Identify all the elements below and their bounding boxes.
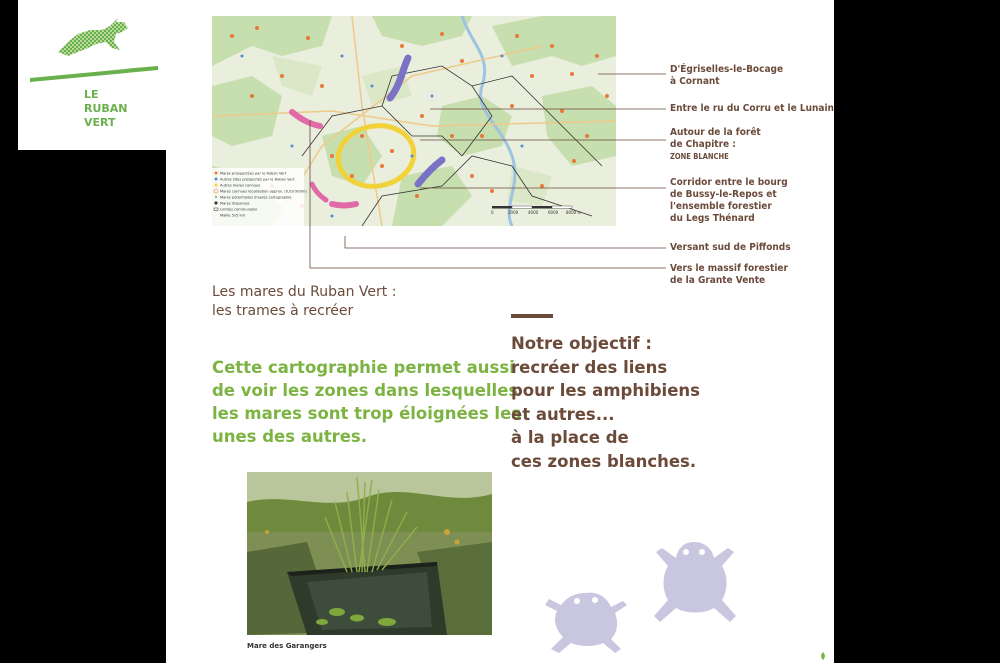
- map-legend-item: Mares potentielles d'après cartographie: [220, 195, 292, 200]
- map-legend-item: Maille 5x5 km: [220, 213, 246, 218]
- pond-photo: [247, 472, 492, 635]
- scale-tick: 6000: [548, 210, 559, 215]
- map-legend-item: Autres sites prospectés par le Ruban Vert: [220, 177, 295, 182]
- scale-tick: 2000: [508, 210, 519, 215]
- scale-tick: 8000 m: [566, 210, 582, 215]
- map-image: [212, 16, 616, 226]
- leaf-icon: [820, 652, 826, 660]
- deer-logo-icon: [18, 0, 166, 90]
- frog-icon: [652, 536, 738, 628]
- page-mark: [820, 652, 826, 658]
- map-legend-item: Limites communales: [220, 207, 258, 212]
- section-title: Les mares du Ruban Vert : les trames à recréer: [212, 284, 397, 319]
- callout-egriselles: D'Égriselles-le-Bocage à Cornant: [670, 64, 784, 87]
- objective-rule: [511, 314, 553, 318]
- map-legend-item: Mares connues localisation approx. (0,03-500m): [220, 189, 307, 194]
- pond-map: [212, 16, 616, 226]
- callout-piffonds: Versant sud de Piffonds: [670, 242, 791, 253]
- map-legend-item: Mares disparues: [220, 201, 250, 206]
- photo-caption: Mare des Garangers: [247, 642, 327, 650]
- objective-text: Notre objectif : recréer des liens pour les amphibiens et autres... à la place de ces zones blanches.: [511, 334, 700, 471]
- map-legend-item: Mares prospectées par le Ruban Vert: [220, 171, 287, 176]
- green-paragraph: Cette cartographie permet aussi de voir les zones dans lesquelles les mares sont trop éloignées les unes des autres.: [212, 358, 522, 446]
- frog-icon: [541, 583, 629, 655]
- logo: [18, 0, 166, 150]
- map-legend-item: Autres mares connues: [220, 183, 261, 188]
- callout-grante-vente: Vers le massif forestier de la Grante Vente: [670, 263, 788, 286]
- callout-ru-du-corru: Entre le ru du Corru et le Lunain: [670, 103, 834, 114]
- callout-foret-de-chapitre: Autour de la forêt de Chapitre : ZONE BLANCHE: [670, 127, 761, 161]
- scale-tick: 0: [491, 210, 494, 215]
- scale-tick: 4000: [528, 210, 539, 215]
- pond-photo-image: [247, 472, 492, 635]
- callout-bussy-le-repos: Corridor entre le bourg de Bussy-le-Repos et l'ensemble forestier du Legs Thénard: [670, 177, 788, 224]
- logo-text: LE RUBAN VERT: [84, 88, 128, 129]
